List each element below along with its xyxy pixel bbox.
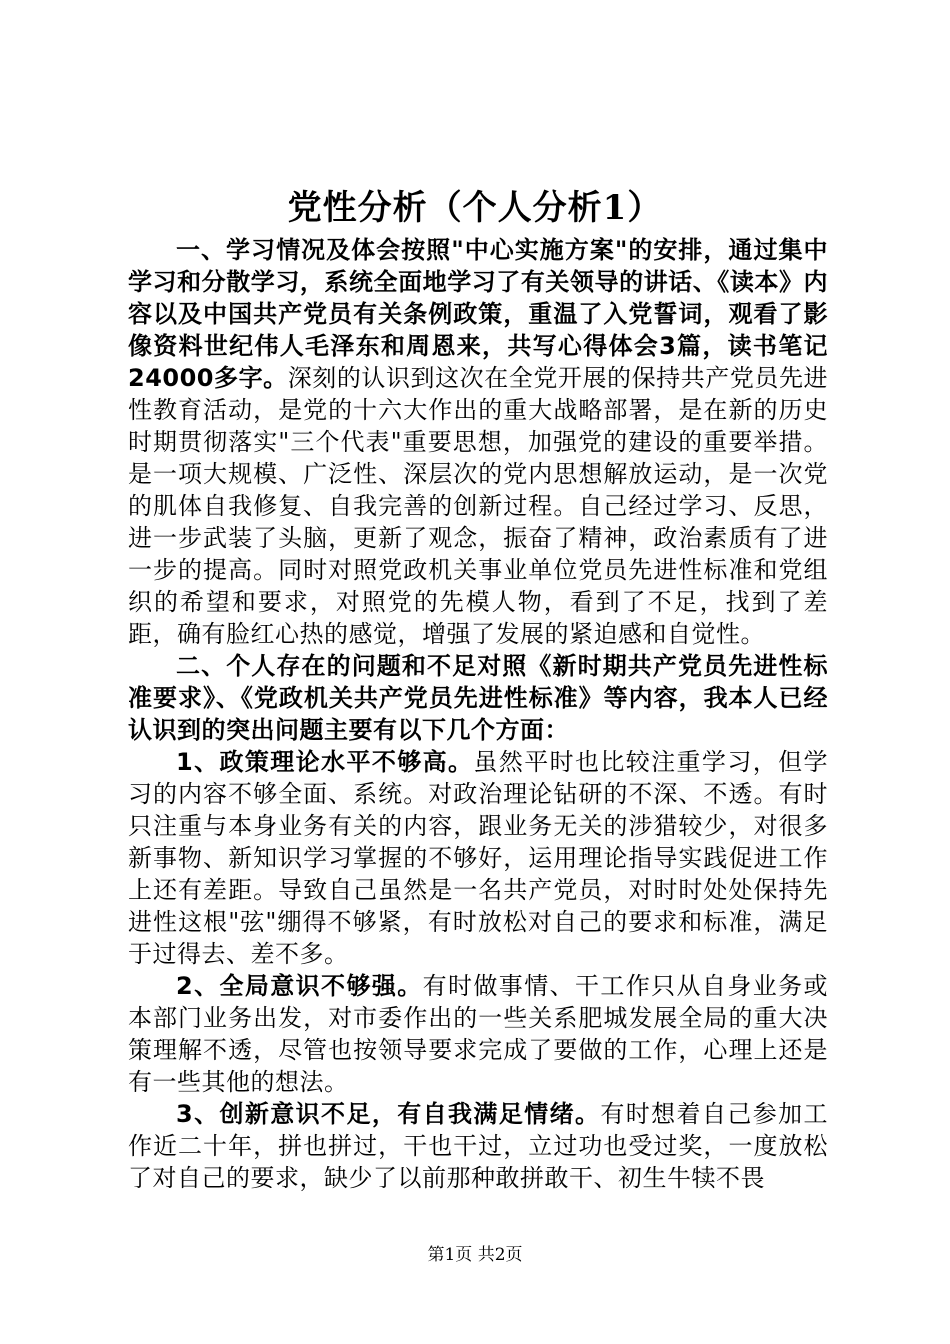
paragraph-problems [128,650,828,746]
document-body [128,234,828,1194]
paragraph-heading: 二、个人存在的问题和不足对照《新时期共产党员先进性标准要求》、《党政机关共产党员先进性标准》等内容，我本人已经认识到的突出问题主要有以下几个方面： [128,652,828,744]
document-title: 党性分析（个人分析1） [287,188,663,228]
paragraph-study-situation [128,234,828,650]
page-footer: 第1页 共2页 [427,1245,523,1265]
paragraph-heading: 一、学习情况及体会按照"中心实施方案"的安排，通过集中学习和分散学习，系统全面地学习了有关领导的讲话、《读本》内容以及中国共产党员有关条例政策，重温了入党誓词，观看了影像资料世纪伟人毛泽东和周恩来，共写心得体会3篇，读书笔记24000多字。 [128,236,828,392]
paragraph-text: 虽然平时也比较注重学习，但学习的内容不够全面、系统。对政治理论钻研的不深、不透。有时只注重与本身业务有关的内容，跟业务无关的涉猎较少，对很多新事物、新知识学习掌握的不够好，运用理论指导实践促进工作上还有差距。导致自己虽然是一名共产党员，对时时处处保持先进性这根"弦"绷得不够紧，有时放松对自己的要求和标准，满足于过得去、差不多。 [128,748,828,968]
paragraph-heading: 2、全局意识不够强。 [176,972,423,1000]
paragraph-text: 深刻的认识到这次在全党开展的保持共产党员先进性教育活动，是党的十六大作出的重大战略部署，是在新的历史时期贯彻落实"三个代表"重要思想，加强党的建设的重要举措。是一项大规模、广泛性、深层次的党内思想解放运动，是一次党的肌体自我修复、自我完善的创新过程。自己经过学习、反思，进一步武装了头脑，更新了观念，振奋了精神，政治素质有了进一步的提高。同时对照党政机关事业单位党员先进性标准和党组织的希望和要求，对照党的先模人物，看到了不足，找到了差距，确有脸红心热的感觉，增强了发展的紧迫感和自觉性。 [128,364,829,648]
paragraph-point-3 [128,1098,828,1194]
paragraph-heading: 1、政策理论水平不够高。 [176,748,474,776]
paragraph-point-1 [128,746,828,970]
paragraph-heading: 3、创新意识不足，有自我满足情绪。 [176,1100,601,1128]
paragraph-text: 有时想着自己参加工作近二十年，拼也拼过，干也干过，立过功也受过奖，一度放松了对自己的要求，缺少了以前那种敢拼敢干、初生牛犊不畏 [128,1100,829,1192]
paragraph-point-2 [128,970,828,1098]
paragraph-text: 有时做事情、干工作只从自身业务或本部门业务出发，对市委作出的一些关系肥城发展全局的重大决策理解不透，尽管也按领导要求完成了要做的工作，心理上还是有一些其他的想法。 [128,972,829,1096]
